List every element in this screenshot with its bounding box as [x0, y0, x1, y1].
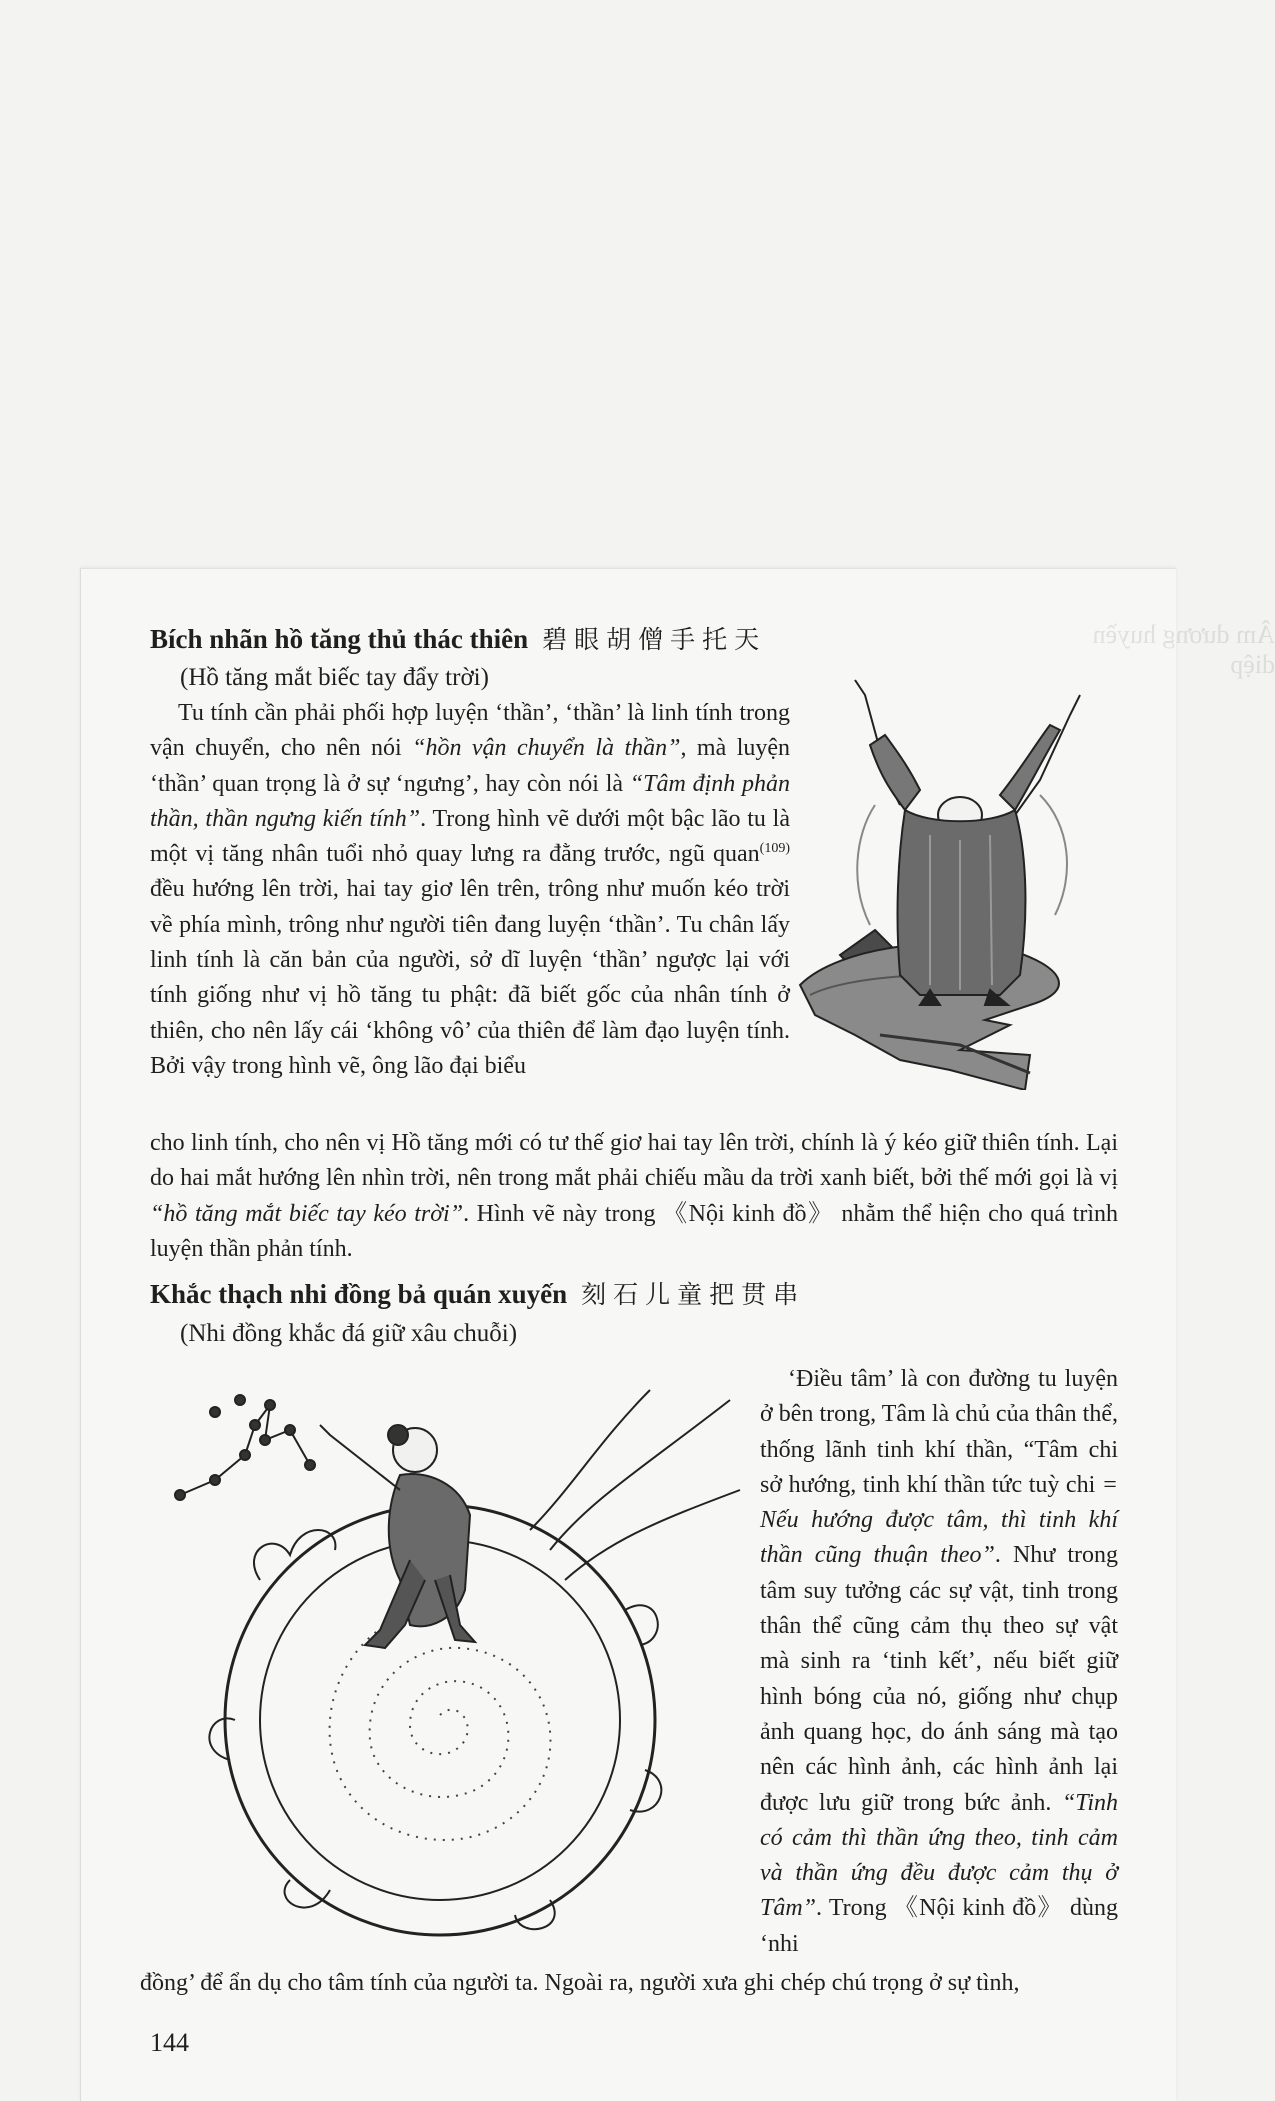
section2-title-han: 刻石儿童把贯串: [581, 1280, 806, 1309]
text-run: đều hướng lên trời, hai tay giơ lên trên, trông như muốn kéo trời về phía mình, trông như người tiên đang luyện ‘thần’. Tu chân lấy linh tính là căn bản của người, sở dĩ luyện ‘thần’ ngược lại với tính giống như vị hồ tăng tu phật: đã biết gốc của nhân tính ở thiên, cho nên lấy cái ‘không vô’ của thiên để làm đạo luyện tính. Bởi vậy trong hình vẽ, ông lão đại biểu: [150, 876, 790, 1079]
bleed-through-text: Âm dương huyền diệp: [1092, 620, 1275, 679]
section2-title: [150, 1277, 805, 1312]
text-run: . Hình vẽ này trong 《Nội kinh đồ》 nhằm thể hiện cho quá trình luyện thần phản tính.: [150, 1200, 1118, 1262]
monk-illustration: [780, 675, 1170, 1090]
text-run: . Như trong tâm suy tưởng các sự vật, tinh trong thân thể cũng cảm thụ theo sự vật mà sinh ra ‘tinh kết’, nếu biết giữ hình bóng của nó, giống như chụp ảnh quang học, do ánh sáng mà tạo nên các hình ảnh, các hình ảnh lại được lưu giữ trong bức ảnh.: [760, 1542, 1119, 1816]
section1-paragraph: [150, 696, 790, 1084]
page-number: 144: [150, 2028, 189, 2057]
section2-title-text: Khắc thạch nhi đồng bả quán xuyến: [150, 1279, 568, 1309]
quote: “Tâm định phản thần, thần ngưng kiến tính”: [150, 770, 791, 832]
section2-subtitle: (Nhi đồng khắc đá giữ xâu chuỗi): [180, 1320, 518, 1347]
child-spiral-illustration: [170, 1380, 745, 1950]
text-run: Tu tính cần phải phối hợp luyện ‘thần’, ‘thần’ là linh tính trong vận chuyển, cho nên nói: [150, 700, 790, 762]
section1-paragraph-continued: [150, 1126, 1118, 1267]
text-run: , mà luyện ‘thần’ quan trọng là ở sự ‘ngưng’, hay còn nói là: [150, 735, 791, 797]
quote: “hồ tăng mắt biếc tay kéo trời”: [150, 1200, 464, 1227]
section2-paragraph: [760, 1362, 1118, 1962]
quote: = Nếu hướng được tâm, thì tinh khí thần cũng thuận theo”: [760, 1471, 1118, 1569]
text-run: cho linh tính, cho nên vị Hồ tăng mới có tư thế giơ hai tay lên trời, chính là ý kéo giữ thiên tính. Lại do hai mắt hướng lên nhìn trời, nên trong mắt phải chiếu mầu da trời xanh biết, bởi thế mới gọi là vị: [150, 1130, 1118, 1192]
section1-title-han: 碧眼胡僧手托天: [542, 625, 767, 654]
quote: “hồn vận chuyển là thần”: [412, 735, 681, 762]
section1-subtitle: (Hồ tăng mắt biếc tay đẩy trời): [180, 664, 489, 691]
text-run: ‘Điều tâm’ là con đường tu luyện ở bên trong, Tâm là chủ của thân thể, thống lãnh tinh khí thần, “Tâm chi sở hướng, tinh khí thần tức tuỳ chi: [760, 1366, 1118, 1498]
quote: “Tinh có cảm thì thần ứng theo, tinh cảm và thần ứng đều được cảm thụ ở Tâm”: [760, 1789, 1118, 1922]
section2-paragraph-continued: đồng’ để ẩn dụ cho tâm tính của người ta. Ngoài ra, người xưa ghi chép chú trọng ở sự tình,: [140, 1970, 1020, 1996]
text-run: . Trong hình vẽ dưới một bậc lão tu là một vị tăng nhân tuổi nhỏ quay lưng ra đằng trước, ngũ quan: [150, 805, 790, 868]
section1-title-text: Bích nhãn hồ tăng thủ thác thiên: [150, 624, 529, 654]
footnote-ref: (109): [759, 841, 790, 857]
text-run: . Trong 《Nội kinh đồ》 dùng ‘nhi: [760, 1895, 1118, 1957]
section1-title: [150, 622, 766, 657]
